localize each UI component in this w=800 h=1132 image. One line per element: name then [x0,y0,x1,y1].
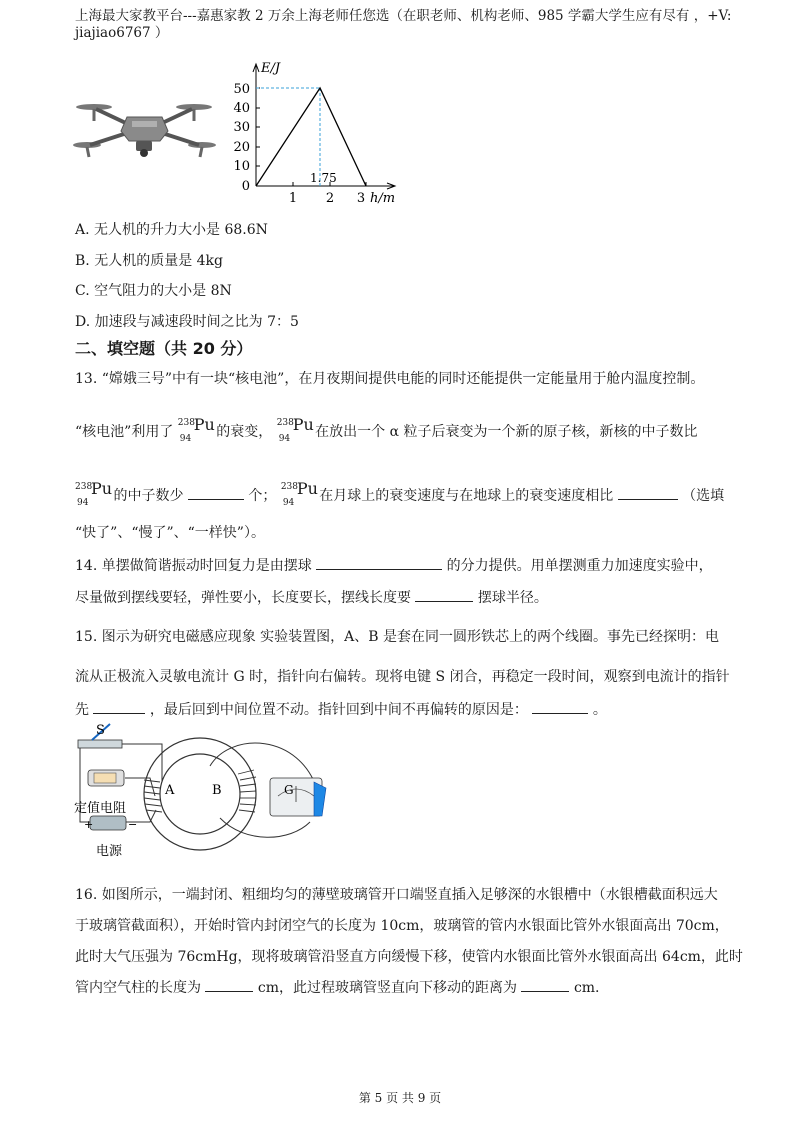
x-axis-label: h/m [370,191,396,206]
q15-text: 。 [592,702,607,718]
x-tick-3: 3 [356,191,366,206]
nuclide-mass: 238 [280,482,298,492]
option-d: D. 加速段与减速段时间之比为 7：5 [75,314,299,330]
q15-text: ，最后回到中间位置不动。指针回到中间不再偏转的原因是： [149,702,528,718]
y-tick-10: 10 [233,159,250,174]
page-number: 第 5 页 共 9 页 [358,1091,442,1105]
resistor-label: 定值电阻 [74,801,127,816]
y-tick-40: 40 [233,101,250,116]
svg-text:−: − [128,818,138,831]
nuclide-mass: 238 [276,418,294,428]
x-tick-1: 1 [288,191,298,206]
nuclide-symbol: Pu [193,415,215,434]
coil-a-label: A [165,783,175,798]
q13-text: “核电池”利用了 [75,424,174,440]
coil-a [144,780,162,812]
q14-text: 摆球半径。 [477,590,548,606]
q14-text: 的分力提供。用单摆测重力加速度实验中， [446,558,713,574]
answer-blank[interactable] [415,587,473,602]
switch-label: S [96,723,105,738]
nuclide-pu238 [177,415,215,444]
option-c: C. 空气阻力的大小是 8N [75,283,232,299]
drone-image [72,95,217,167]
q16-line-2: 于玻璃管截面积），开始时管内封闭空气的长度为 10cm，玻璃管的管内水银面比管外水银面高出 70cm， [75,918,729,934]
svg-text:+: + [84,818,94,831]
nuclide-pu238 [75,479,113,508]
q15-line-2: 流从正极流入灵敏电流计 G 时，指针向右偏转。现将电键 S 闭合，再稳定一段时间，观察到电流计的指针 [75,669,730,685]
q16-line-1: 16. 如图所示，一端封闭、粗细均匀的薄壁玻璃管开口端竖直插入足够深的水银槽中（水银槽截面积远大 [75,887,718,903]
answer-blank[interactable] [93,699,145,714]
answer-blank[interactable] [188,485,244,500]
q13-line-3 [75,479,725,508]
q13-text: 在放出一个 α 粒子后衰变为一个新的原子核，新核的中子数比 [315,424,698,440]
section-title: 二、填空题（共 20 分） [75,339,253,358]
header-line-2: jiajiao6767 ） [75,25,169,41]
q14-line-2 [75,587,548,609]
nuclide-symbol: Pu [296,479,318,498]
y-tick-20: 20 [233,140,250,155]
nuclide-atomic-number: 94 [278,434,291,444]
nuclide-atomic-number: 94 [77,498,89,508]
nuclide-mass: 238 [75,482,93,492]
header-line-1: 上海最大家教平台---嘉惠家教 2 万余上海老师任您选（在职老师、机构老师、985 学霸大学生应有尽有 ，+V: [75,8,732,24]
q16-line-4 [75,977,600,999]
nuclide-symbol: Pu [292,415,314,434]
answer-blank[interactable] [618,485,678,500]
energy-height-graph [232,58,407,206]
nuclide-atomic-number: 94 [179,434,192,444]
option-a: A. 无人机的升力大小是 68.6N [75,222,268,238]
y-axis-label: E/J [261,61,281,76]
q15-line-1: 15. 图示为研究电磁感应现象 实验装置图，A、B 是套在同一圆形铁芯上的两个线圈。事先已经探明：电 [75,629,720,645]
q13-text: （选填 [682,488,725,504]
page-header [75,8,735,42]
x-tick-2: 2 [325,191,335,206]
q14-text: 尽量做到摆线要轻，弹性要小，长度要长，摆线长度要 [75,590,411,606]
nuclide-pu238 [280,479,318,508]
q13-line-1: 13. “嫦娥三号”中有一块“核电池”，在月夜期间提供电能的同时还能提供一定能量用于舱内温度控制。 [75,371,705,387]
peak-height-label: 1.75 [310,171,337,185]
answer-blank[interactable] [316,555,442,570]
answer-blank[interactable] [205,977,253,992]
q16-text: cm，此过程玻璃管竖直向下移动的距离为 [257,980,518,996]
q15-text: 先 [75,702,89,718]
nuclide-symbol: Pu [91,479,113,498]
nuclide-atomic-number: 94 [282,498,295,508]
nuclide-mass: 238 [177,418,195,428]
q13-line-4: “快了”、“慢了”、“一样快”）。 [75,525,265,541]
q13-line-2 [75,415,698,444]
q13-text: 的衰变， [216,424,273,440]
q13-text: 在月球上的衰变速度与在地球上的衰变速度相比 [319,488,614,504]
q16-text: cm. [573,980,600,996]
coil-b-label: B [212,783,222,798]
y-tick-0: 0 [241,179,250,194]
q13-text: 的中子数少 [113,488,184,504]
q14-line-1 [75,555,713,577]
switch-base [78,740,122,748]
galvanometer-label: G [284,783,294,797]
answer-blank[interactable] [532,699,588,714]
power-source-label: 电源 [96,844,123,859]
battery-body [90,816,126,830]
nuclide-pu238 [276,415,314,444]
induction-apparatus-diagram [70,722,330,862]
y-tick-30: 30 [233,120,250,135]
iron-core-ring [144,738,256,850]
answer-blank[interactable] [521,977,569,992]
q13-text: 个； [248,488,277,504]
q15-line-3 [75,699,607,721]
q14-text: 14. 单摆做简谐振动时回复力是由摆球 [75,558,312,574]
y-tick-50: 50 [233,82,250,97]
q16-line-3: 此时大气压强为 76cmHg，现将玻璃管沿竖直方向缓慢下移，使管内水银面比管外水银面高出 64cm，此时 [75,949,743,965]
option-b: B. 无人机的质量是 4kg [75,253,223,269]
q16-text: 管内空气柱的长度为 [75,980,201,996]
